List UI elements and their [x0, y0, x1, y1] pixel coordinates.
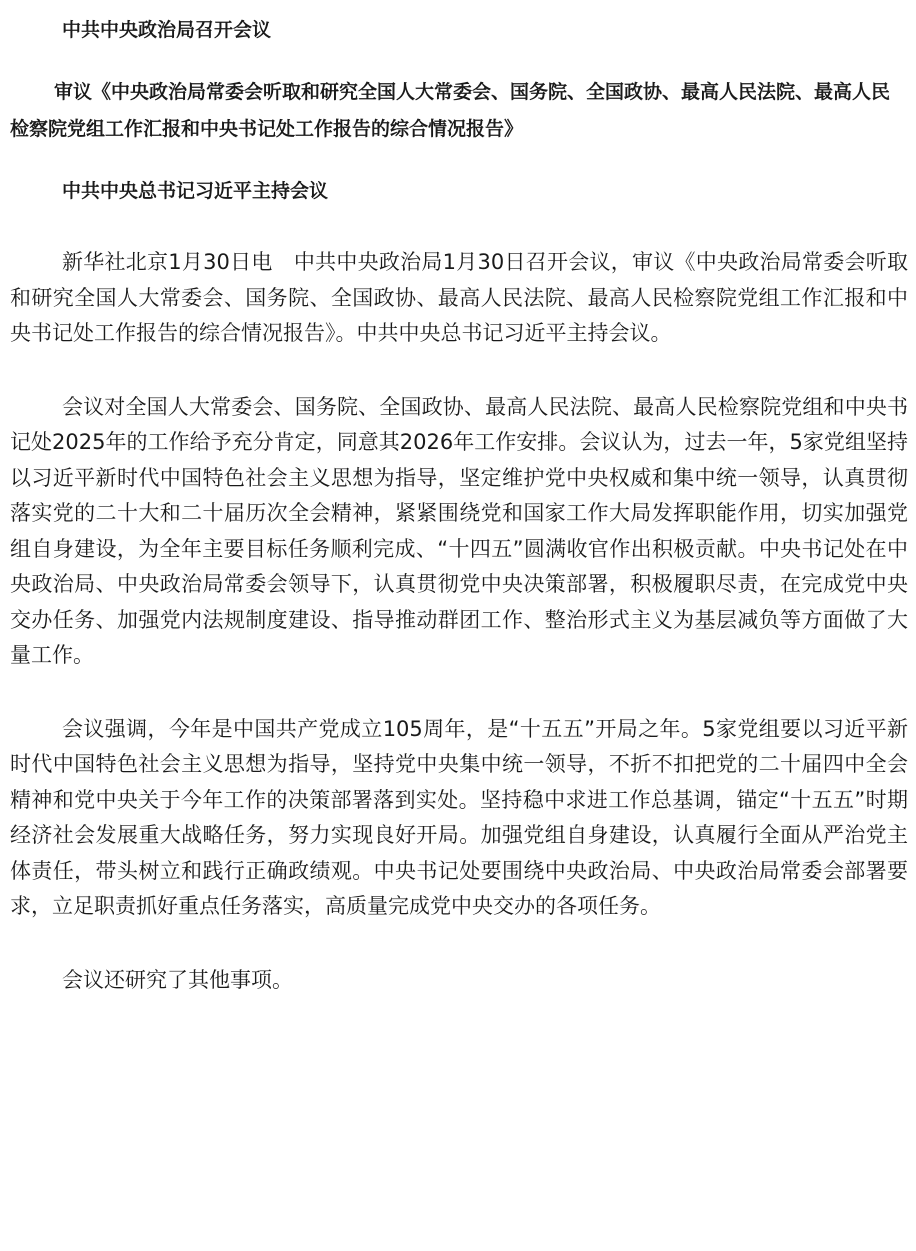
paragraph-review: 会议对全国人大常委会、国务院、全国政协、最高人民法院、最高人民检察院党组和中央书记处2025年的工作给予充分肯定，同意其2026年工作安排。会议认为，过去一年，5家党组坚持以习近平新时代中国特色社会主义思想为指导，坚定维护党中央权威和集中统一领导，认真贯彻落实党的二十大和二十届历次全会精神，紧紧围绕党和国家工作大局发挥职能作用，切实加强党组自身建设，为全年主要目标任务顺利完成、“十四五”圆满收官作出积极贡献。中央书记处在中央政治局、中央政治局常委会领导下，认真贯彻党中央决策部署，积极履职尽责，在完成党中央交办任务、加强党内法规制度建设、指导推动群团工作、整治形式主义为基层减负等方面做了大量工作。	[10, 394, 908, 667]
article-subtitle: 审议《中央政治局常委会听取和研究全国人大常委会、国务院、全国政协、最高人民法院、最高人民检察院党组工作汇报和中央书记处工作报告的综合情况报告》	[10, 81, 891, 140]
article-title: 中共中央政治局召开会议	[62, 19, 272, 41]
article-host-line: 中共中央总书记习近平主持会议	[62, 180, 329, 202]
paragraph-closing: 会议还研究了其他事项。	[62, 967, 293, 992]
paragraph-lead: 新华社北京1月30日电 中共中央政治局1月30日召开会议，审议《中央政治局常委会听取和研究全国人大常委会、国务院、全国政协、最高人民法院、最高人民检察院党组工作汇报和中央书记处工作报告的综合情况报告》。中共中央总书记习近平主持会议。	[10, 250, 908, 345]
paragraph-emphasis: 会议强调，今年是中国共产党成立105周年，是“十五五”开局之年。5家党组要以习近平新时代中国特色社会主义思想为指导，坚持党中央集中统一领导，不折不扣把党的二十届四中全会精神和党中央关于今年工作的决策部署落到实处。坚持稳中求进工作总基调，锚定“十五五”时期经济社会发展重大战略任务，努力实现良好开局。加强党组自身建设，认真履行全面从严治党主体责任，带头树立和践行正确政绩观。中央书记处要围绕中央政治局、中央政治局常委会部署要求，立足职责抓好重点任务落实，高质量完成党中央交办的各项任务。	[10, 716, 908, 918]
article	[10, 0, 908, 998]
